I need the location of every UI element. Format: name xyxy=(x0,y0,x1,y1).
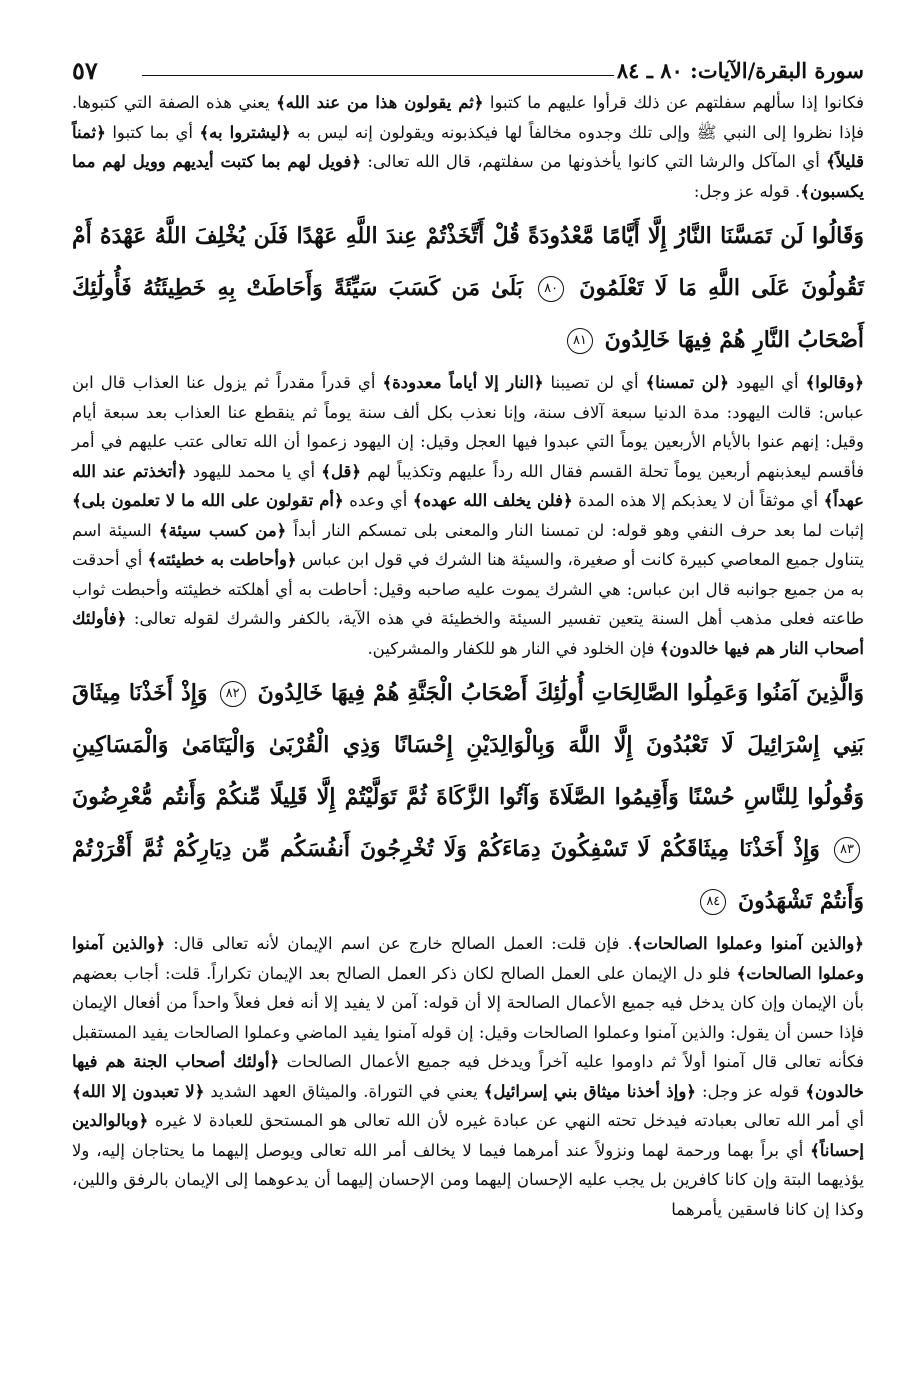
page-body xyxy=(72,88,864,1224)
commentary-paragraph xyxy=(72,368,864,663)
quoted-verse-text: ﴿فويل لهم بما كتبت أيديهم وويل لهم مما يكسبون﴾ xyxy=(72,152,864,201)
commentary-text: أي موثقاً أن لا يعذبكم إلا هذه المدة xyxy=(572,491,824,510)
commentary-text: يعني في التوراة. والميثاق العهد الشديد xyxy=(204,1081,484,1101)
commentary-text: أي أحدقت به من جميع جوانبه قال ابن عباس: هي الشرك يموت عليه صاحبه وقيل: أحاطت به أي أهلكته خطيئته وأحبطت ثواب طاعته فعلى مذهب أهل السنة يتعين تفسير السيئة والخطيئة في هذه الآية، بالكفر والشرك لقوله تعالى: xyxy=(72,550,865,628)
quoted-verse-text: ﴿فلن يخلف الله عهده﴾ xyxy=(412,491,573,510)
quoted-verse-text: ﴿وإذ أخذنا ميثاق بني إسرائيل﴾ xyxy=(483,1081,696,1101)
page-number: ٥٧ xyxy=(72,56,98,85)
quoted-verse-text: ﴿وقالوا﴾ xyxy=(805,373,864,392)
commentary-text: أي لن تصيبنا xyxy=(543,373,646,392)
verse-number-marker: ٨١ xyxy=(567,328,593,354)
commentary-text: قوله عز وجل: xyxy=(695,1081,806,1101)
commentary-text: أي براً بهما ورحمة لهما ونزولاً عند أمرهما فيما لا يخالف أمر الله تعالى ويوصل إليهما ما يحتاجان إليه، ولا يؤذيهما البتة وإن كانا كافرين بل يجب عليه الإحسان إليهما ومن الإحسان إليهما أن يدعوهما إلى الإيمان بالرفق واللين، وكذا إن كانا فاسقين يأمرهما xyxy=(72,1140,864,1219)
running-header xyxy=(72,48,864,88)
quoted-verse-text: ﴿النار إلا أياماً معدودة﴾ xyxy=(382,373,544,392)
quoted-verse-text: ﴿أم تقولون على الله ما لا تعلمون بلى﴾ xyxy=(72,491,344,510)
quoted-verse-text: ﴿ثم يقولون هذا من عند الله﴾ xyxy=(276,93,484,112)
commentary-text: . قوله عز وجل: xyxy=(693,181,801,201)
verse-number-marker: ٨٠ xyxy=(538,276,564,302)
commentary-text: أي اليهود xyxy=(728,373,806,392)
quoted-verse-text: ﴿لا تعبدون إلا الله﴾ xyxy=(72,1081,205,1101)
surah-title: سورة البقرة/الآيات: ٨٠ ـ ٨٤ xyxy=(616,58,864,83)
quran-verse-block xyxy=(72,667,864,927)
quoted-verse-text: ﴿أتخذتم عند الله عهداً﴾ xyxy=(72,461,864,510)
commentary-text: أي يا محمد لليهود xyxy=(186,461,322,481)
commentary-paragraph xyxy=(72,88,864,206)
book-page xyxy=(72,48,864,1224)
quoted-verse-text: ﴿أولئك أصحاب الجنة هم فيها خالدون﴾ xyxy=(72,1052,864,1101)
commentary-text: السيئة اسم يتناول جميع المعاصي كبيرة كانت أو صغيرة، والسيئة هنا الشرك في قول ابن عباس xyxy=(72,520,864,569)
commentary-text: أي قدراً مقدراً ثم يزول عنا العذاب قال ابن عباس: قالت اليهود: مدة الدنيا سبعة آلاف سنة، وإنا نعذب بكل ألف سنة يوماً ثم ينقطع عنا العذاب بعد سبعة أيام وقيل: إنهم عنوا بالأيام الأربعين يوماً التي عبدوا فيها العجل وقيل: إن اليهود زعموا أن الله تعالى عتب عليهم في أمر فأقسم ليعذبنهم أربعين يوماً تحلة القسم فقال الله رداً عليهم وتكذيباً لهم xyxy=(72,373,864,481)
verse-number-marker: ٨٣ xyxy=(834,837,860,863)
quoted-verse-text: ﴿من كسب سيئة﴾ xyxy=(158,520,287,540)
commentary-text: فإن الخلود في النار هو للكفار والمشركين. xyxy=(367,638,660,658)
verse-text: وَالَّذِينَ آمَنُوا وَعَمِلُوا الصَّالِحَاتِ أُولَٰئِكَ أَصْحَابُ الْجَنَّةِ هُمْ فِيهَا خَالِدُونَ xyxy=(257,680,864,706)
commentary-text: إثبات لما بعد حرف النفي وهو قوله: لن تمسنا النار والمعنى بلى تمسكم النار أبداً xyxy=(286,520,865,540)
commentary-text: أي وعده xyxy=(343,491,413,510)
quran-verse-block xyxy=(72,210,864,366)
verse-text: وَإِذْ أَخَذْنَا مِيثَاقَكُمْ لَا تَسْفِكُونَ دِمَاءَكُمْ وَلَا تُخْرِجُونَ أَنفُسَكُم مِّن دِيَارِكُمْ ثُمَّ أَقْرَرْتُمْ وَأَنتُمْ تَشْهَدُونَ xyxy=(72,836,864,914)
quoted-verse-text: ﴿قل﴾ xyxy=(321,461,362,481)
verse-text: وَإِذْ أَخَذْنَا مِيثَاقَ بَنِي إِسْرَائِيلَ لَا تَعْبُدُونَ إِلَّا اللَّهَ وَبِالْوَالِدَيْنِ إِحْسَانًا وَذِي الْقُرْبَىٰ وَالْيَتَامَىٰ وَالْمَسَاكِينِ وَقُولُوا لِلنَّاسِ حُسْنًا وَأَقِيمُوا الصَّلَاةَ وَآتُوا الزَّكَاةَ ثُمَّ تَوَلَّيْتُمْ إِلَّا قَلِيلًا مِّنكُمْ وَأَنتُم مُّعْرِضُونَ xyxy=(72,680,864,810)
commentary-text: يعني هذه الصفة التي كتبوها. فإذا نظروا إلى النبي ﷺ وإلى تلك وجدوه مخالفاً لها فيكذبونه ويقولون إنه ليس به xyxy=(72,93,864,142)
commentary-text: أي بما كتبوا xyxy=(105,122,200,142)
verse-number-marker: ٨٢ xyxy=(220,681,246,707)
quoted-verse-text: ﴿وأحاطت به خطيئته﴾ xyxy=(147,550,297,569)
commentary-text: أي أمر الله تعالى بعبادته فيدخل تحته النهي عن عبادة غيره لأن الله تعالى هو المستحق للعبادة لا غيره xyxy=(148,1111,864,1130)
commentary-paragraph xyxy=(72,929,864,1224)
quoted-verse-text: ﴿والذين آمنوا وعملوا الصالحات﴾ xyxy=(72,934,864,983)
verse-text: وَقَالُوا لَن تَمَسَّنَا النَّارُ إِلَّا أَيَّامًا مَّعْدُودَةً قُلْ أَتَّخَذْتُمْ عِندَ اللَّهِ عَهْدًا فَلَن يُخْلِفَ اللَّهُ عَهْدَهُ أَمْ تَقُولُونَ عَلَى اللَّهِ مَا لَا تَعْلَمُونَ xyxy=(72,223,864,301)
quoted-verse-text: ﴿والذين آمنوا وعملوا الصالحات﴾ xyxy=(632,934,864,953)
commentary-text: . فإن قلت: العمل الصالح خارج عن اسم الإيمان لأنه تعالى قال: xyxy=(165,934,633,953)
quoted-verse-text: ﴿وبالوالدين إحساناً﴾ xyxy=(72,1111,864,1160)
header-rule xyxy=(142,75,614,76)
commentary-text: أي المآكل والرشا التي كانوا يأخذونها من سفلتهم، قال الله تعالى: xyxy=(361,152,827,171)
quoted-verse-text: ﴿فأولئك أصحاب النار هم فيها خالدون﴾ xyxy=(72,609,864,658)
verse-number-marker: ٨٤ xyxy=(700,889,726,915)
quoted-verse-text: ﴿ليشتروا به﴾ xyxy=(199,122,291,142)
commentary-text: فلو دل الإيمان على العمل الصالح لكان ذكر العمل الصالح بعد الإيمان تكراراً. قلت: أجاب بعضهم بأن الإيمان وإن كان يدخل فيه جميع الأعمال الصالحة إلا أن قوله: آمن لا يفيد إلا أنه فعل فعلاً واحداً من أفعال الإيمان فإذا حسن أن يقول: والذين آمنوا وعملوا الصالحات وقيل: إن قوله آمنوا يفيد الماضي وعملوا الصالحات يفيد المستقبل فكأنه تعالى قال آمنوا أولاً ثم داوموا عليه آخراً ويدخل فيه جميع الأعمال الصالحات xyxy=(72,963,864,1071)
quoted-verse-text: ﴿لن تمسنا﴾ xyxy=(645,373,729,392)
commentary-text: فكانوا إذا سألهم سفلتهم عن ذلك قرأوا عليهم ما كتبوا xyxy=(483,93,864,112)
quoted-verse-text: ﴿ثمناً قليلاً﴾ xyxy=(72,122,864,171)
verse-text: بَلَىٰ مَن كَسَبَ سَيِّئَةً وَأَحَاطَتْ بِهِ خَطِيئَتُهُ فَأُولَٰئِكَ أَصْحَابُ النَّارِ هُمْ فِيهَا خَالِدُونَ xyxy=(72,275,864,353)
